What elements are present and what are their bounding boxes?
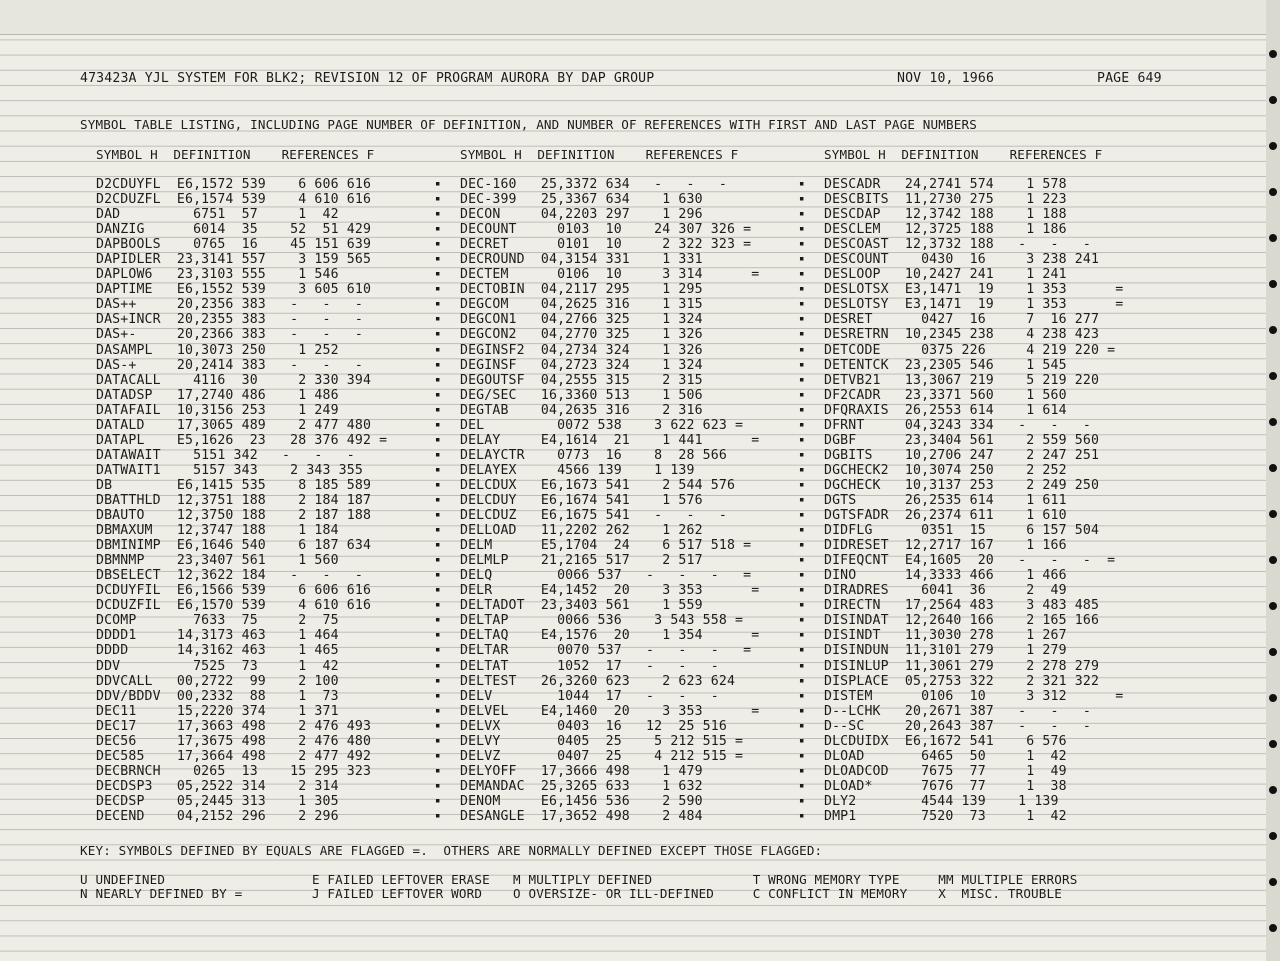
table-row: DCDUYFIL E6,1566 539 6 606 616 <box>96 583 396 599</box>
row-separator-mark-icon: ▪ <box>799 720 805 731</box>
table-row: DELCDUX E6,1673 541 2 544 576 <box>460 477 776 493</box>
row-separator-mark-icon: ▪ <box>435 329 441 340</box>
row-separator-mark-icon: ▪ <box>799 494 805 505</box>
table-row: DAPBOOLS 0765 16 45 151 639 <box>96 237 396 253</box>
table-row: DELAYCTR 0773 16 8 28 566 <box>460 447 768 463</box>
table-row: DEGTAB 04,2635 316 2 316 <box>460 402 776 418</box>
row-separator-mark-icon: ▪ <box>435 389 441 400</box>
table-row: DESLOTSX E3,1471 19 1 353 = <box>824 282 1124 298</box>
table-row: DETVB21 13,3067 219 5 219 220 <box>824 372 1100 388</box>
row-separator-mark-icon: ▪ <box>435 464 441 475</box>
table-row: DESCOUNT 0430 16 3 238 241 <box>824 252 1100 268</box>
key-line-1: U UNDEFINED E FAILED LEFTOVER ERASE M MULTIPLY DEFINED T WRONG MEMORY TYPE MM MULTIPLE ERRORS <box>80 872 1078 887</box>
column-separator-1 <box>435 177 441 824</box>
row-separator-mark-icon: ▪ <box>799 299 805 310</box>
table-row: DAS+- 20,2366 383 - - - <box>96 327 396 343</box>
table-row: DEGINSF 04,2723 324 1 324 <box>460 357 776 373</box>
table-row: DELVEL E4,1460 20 3 353 = <box>460 703 776 719</box>
row-separator-mark-icon: ▪ <box>799 540 805 551</box>
row-separator-mark-icon: ▪ <box>435 179 441 189</box>
table-row: DEC-160 25,3372 634 - - - <box>460 177 776 192</box>
table-row: DESLOOP 10,2427 241 1 241 <box>824 267 1067 283</box>
row-separator-mark-icon: ▪ <box>799 555 805 566</box>
table-row: DELTADOT 23,3403 561 1 559 <box>460 598 776 614</box>
report-date: NOV 10, 1966 <box>897 71 995 86</box>
table-row: DFRNT 04,3243 334 - - - <box>824 417 1091 433</box>
row-separator-mark-icon: ▪ <box>799 675 805 686</box>
table-row: DISINDUN 11,3101 279 1 279 <box>824 643 1067 659</box>
table-row: DAS-+ 20,2414 383 - - - <box>96 357 396 373</box>
row-separator-mark-icon: ▪ <box>799 269 805 280</box>
table-row: DESRET 0427 16 7 16 277 <box>824 312 1100 328</box>
row-separator-mark-icon: ▪ <box>435 810 441 821</box>
table-row: DLOAD* 7676 77 1 38 <box>824 778 1067 794</box>
table-row: D2CDUYFL E6,1572 539 6 606 616 <box>96 177 396 192</box>
row-separator-mark-icon: ▪ <box>799 329 805 340</box>
table-row: DAPLOW6 23,3103 555 1 546 <box>96 267 396 283</box>
table-row: DLCDUIDX E6,1672 541 6 576 <box>824 733 1067 749</box>
row-separator-mark-icon: ▪ <box>799 525 805 536</box>
row-separator-mark-icon: ▪ <box>435 555 441 566</box>
feed-hole-icon <box>1269 280 1277 288</box>
row-separator-mark-icon: ▪ <box>435 434 441 445</box>
row-separator-mark-icon: ▪ <box>799 314 805 325</box>
table-row: DATALD 17,3065 489 2 477 480 <box>96 417 396 433</box>
feed-hole-icon <box>1269 142 1277 150</box>
feed-hole-icon <box>1269 740 1277 748</box>
table-row: DBSELECT 12,3622 184 - - - <box>96 568 396 584</box>
row-separator-mark-icon: ▪ <box>435 780 441 791</box>
table-row: DEGOUTSF 04,2555 315 2 315 <box>460 372 776 388</box>
row-separator-mark-icon: ▪ <box>799 239 805 250</box>
table-row: DDDD 14,3162 463 1 465 <box>96 643 396 659</box>
table-row: DELTAQ E4,1576 20 1 354 = <box>460 628 776 644</box>
table-row: DETENTCK 23,2305 546 1 545 <box>824 357 1067 373</box>
symbol-column-1 <box>96 177 395 824</box>
feed-hole-icon <box>1269 556 1277 564</box>
table-row: DECDSP 05,2445 313 1 305 <box>96 793 396 809</box>
table-row: DIDRESET 12,2717 167 1 166 <box>824 538 1067 554</box>
table-row: DESCLEM 12,3725 188 1 186 <box>824 222 1067 238</box>
table-row: DESANGLE 17,3652 498 2 484 <box>460 808 776 824</box>
table-row: DELR E4,1452 20 3 353 = <box>460 583 776 599</box>
table-row: DELM E5,1704 24 6 517 518 = <box>460 538 768 554</box>
row-separator-mark-icon: ▪ <box>799 359 805 370</box>
row-separator-mark-icon: ▪ <box>435 600 441 611</box>
feed-hole-icon <box>1269 96 1277 104</box>
table-row: DCDUZFIL E6,1570 539 4 610 616 <box>96 598 396 614</box>
table-row: DIRADRES 6041 36 2 49 <box>824 583 1067 599</box>
row-separator-mark-icon: ▪ <box>799 449 805 460</box>
row-separator-mark-icon: ▪ <box>799 194 805 205</box>
table-row: DIDFLG 0351 15 6 157 504 <box>824 523 1100 539</box>
symbol-column-2 <box>460 177 776 824</box>
table-row: DEC11 15,2220 374 1 371 <box>96 703 396 719</box>
table-row: DEGCON1 04,2766 325 1 324 <box>460 312 776 328</box>
table-row: D--LCHK 20,2671 387 - - - <box>824 703 1091 719</box>
table-row: DEC585 17,3664 498 2 477 492 <box>96 748 396 764</box>
table-row: DATWAIT1 5157 343 2 343 355 <box>96 462 396 478</box>
row-separator-mark-icon: ▪ <box>435 705 441 716</box>
table-row: DEG/SEC 16,3360 513 1 506 <box>460 387 776 403</box>
row-separator-mark-icon: ▪ <box>799 765 805 776</box>
table-row: DESRETRN 10,2345 238 4 238 423 <box>824 327 1100 343</box>
row-separator-mark-icon: ▪ <box>435 239 441 250</box>
row-separator-mark-icon: ▪ <box>799 404 805 415</box>
feed-hole-icon <box>1269 510 1277 518</box>
table-row: DELCDUY E6,1674 541 1 576 <box>460 492 776 508</box>
feed-hole-icon <box>1269 372 1277 380</box>
table-row: DELVY 0405 25 5 212 515 = <box>460 733 760 749</box>
table-row: DECBRNCH 0265 13 15 295 323 <box>96 763 396 779</box>
row-separator-mark-icon: ▪ <box>435 404 441 415</box>
table-row: DIRECTN 17,2564 483 3 483 485 <box>824 598 1100 614</box>
row-separator-mark-icon: ▪ <box>435 525 441 536</box>
row-separator-mark-icon: ▪ <box>435 269 441 280</box>
row-separator-mark-icon: ▪ <box>799 645 805 656</box>
table-row: DELTAR 0070 537 - - - = <box>460 643 768 659</box>
table-row: DDDD1 14,3173 463 1 464 <box>96 628 396 644</box>
row-separator-mark-icon: ▪ <box>435 194 441 205</box>
table-row: DEGCON2 04,2770 325 1 326 <box>460 327 776 343</box>
table-row: DAS+INCR 20,2355 383 - - - <box>96 312 396 328</box>
table-row: DELYOFF 17,3666 498 1 479 <box>460 763 776 779</box>
table-row: DCOMP 7633 75 2 75 <box>96 613 396 629</box>
row-separator-mark-icon: ▪ <box>799 179 805 189</box>
row-separator-mark-icon: ▪ <box>435 359 441 370</box>
table-row: DELCDUZ E6,1675 541 - - - <box>460 508 776 524</box>
table-row: DLOAD 6465 50 1 42 <box>824 748 1067 764</box>
feed-hole-icon <box>1269 924 1277 932</box>
row-separator-mark-icon: ▪ <box>435 795 441 806</box>
paper-top-margin <box>0 0 1280 35</box>
row-separator-mark-icon: ▪ <box>799 434 805 445</box>
row-separator-mark-icon: ▪ <box>435 419 441 430</box>
table-row: DISPLACE 05,2753 322 2 321 322 <box>824 673 1100 689</box>
row-separator-mark-icon: ▪ <box>435 344 441 355</box>
report-header: 473423A YJL SYSTEM FOR BLK2; REVISION 12 OF PROGRAM AURORA BY DAP GROUP <box>80 71 655 86</box>
row-separator-mark-icon: ▪ <box>799 705 805 716</box>
row-separator-mark-icon: ▪ <box>435 224 441 235</box>
key-title: KEY: SYMBOLS DEFINED BY EQUALS ARE FLAGGED =. OTHERS ARE NORMALLY DEFINED EXCEPT THOSE FLAGGED: <box>80 843 823 858</box>
feed-hole-icon <box>1269 832 1277 840</box>
table-row: DELMLP 21,2165 517 2 517 <box>460 553 776 569</box>
table-row: DATACALL 4116 30 2 330 394 <box>96 372 396 388</box>
feed-hole-icon <box>1269 648 1277 656</box>
row-separator-mark-icon: ▪ <box>799 284 805 295</box>
table-row: DAS++ 20,2356 383 - - - <box>96 297 396 313</box>
table-row: DASAMPL 10,3073 250 1 252 <box>96 342 396 358</box>
table-row: DBMINIMP E6,1646 540 6 187 634 <box>96 538 396 554</box>
feed-hole-icon <box>1269 188 1277 196</box>
row-separator-mark-icon: ▪ <box>799 254 805 265</box>
table-row: DB E6,1415 535 8 185 589 <box>96 477 396 493</box>
row-separator-mark-icon: ▪ <box>435 254 441 265</box>
table-row: DBMAXUM 12,3747 188 1 184 <box>96 523 396 539</box>
feed-hole-icon <box>1269 694 1277 702</box>
row-separator-mark-icon: ▪ <box>435 449 441 460</box>
row-separator-mark-icon: ▪ <box>799 750 805 761</box>
row-separator-mark-icon: ▪ <box>435 374 441 385</box>
table-row: DELVX 0403 16 12 25 516 <box>460 718 768 734</box>
row-separator-mark-icon: ▪ <box>799 795 805 806</box>
table-row: DECDSP3 05,2522 314 2 314 <box>96 778 396 794</box>
table-row: DECTOBIN 04,2117 295 1 295 <box>460 282 776 298</box>
table-row: DISTEM 0106 10 3 312 = <box>824 688 1124 704</box>
row-separator-mark-icon: ▪ <box>799 570 805 581</box>
row-separator-mark-icon: ▪ <box>435 645 441 656</box>
row-separator-mark-icon: ▪ <box>435 720 441 731</box>
feed-hole-icon <box>1269 464 1277 472</box>
table-row: DISINDAT 12,2640 166 2 165 166 <box>824 613 1100 629</box>
table-row: DISINDT 11,3030 278 1 267 <box>824 628 1067 644</box>
feed-hole-icon <box>1269 418 1277 426</box>
table-row: DESCADR 24,2741 574 1 578 <box>824 177 1067 192</box>
table-row: DELVZ 0407 25 4 212 515 = <box>460 748 760 764</box>
row-separator-mark-icon: ▪ <box>435 299 441 310</box>
row-separator-mark-icon: ▪ <box>799 344 805 355</box>
row-separator-mark-icon: ▪ <box>435 284 441 295</box>
table-row: DECROUND 04,3154 331 1 331 <box>460 252 776 268</box>
row-separator-mark-icon: ▪ <box>799 615 805 626</box>
table-row: DECEND 04,2152 296 2 296 <box>96 808 396 824</box>
row-separator-mark-icon: ▪ <box>435 690 441 701</box>
table-row: DBATTHLD 12,3751 188 2 184 187 <box>96 492 396 508</box>
table-row: DEC17 17,3663 498 2 476 493 <box>96 718 396 734</box>
table-row: DGCHECK 10,3137 253 2 249 250 <box>824 477 1100 493</box>
table-row: DISINLUP 11,3061 279 2 278 279 <box>824 658 1100 674</box>
table-row: DANZIG 6014 35 52 51 429 <box>96 222 396 238</box>
row-separator-mark-icon: ▪ <box>799 690 805 701</box>
row-separator-mark-icon: ▪ <box>435 540 441 551</box>
key-line-2: N NEARLY DEFINED BY = J FAILED LEFTOVER WORD O OVERSIZE- OR ILL-DEFINED C CONFLICT IN MEMORY X MISC. TROUBLE <box>80 886 1062 901</box>
row-separator-mark-icon: ▪ <box>799 224 805 235</box>
table-row: DECON 04,2203 297 1 296 <box>460 207 776 223</box>
table-row: DLOADCOD 7675 77 1 49 <box>824 763 1067 779</box>
feed-hole-icon <box>1269 786 1277 794</box>
page-number: PAGE 649 <box>1097 71 1162 86</box>
listing-subtitle: SYMBOL TABLE LISTING, INCLUDING PAGE NUMBER OF DEFINITION, AND NUMBER OF REFERENCES WITH FIRST AND LAST PAGE NUMBERS <box>80 117 977 132</box>
row-separator-mark-icon: ▪ <box>799 810 805 821</box>
table-row: DESCOAST 12,3732 188 - - - <box>824 237 1091 253</box>
table-row: DELTAP 0066 536 3 543 558 = <box>460 613 760 629</box>
table-row: DETCODE 0375 226 4 219 220 = <box>824 342 1116 358</box>
table-row: DEGCOM 04,2625 316 1 315 <box>460 297 776 313</box>
table-row: DATAWAIT 5151 342 - - - <box>96 447 396 463</box>
row-separator-mark-icon: ▪ <box>799 479 805 490</box>
row-separator-mark-icon: ▪ <box>435 510 441 521</box>
table-row: DAD 6751 57 1 42 <box>96 207 396 223</box>
feed-hole-icon <box>1269 234 1277 242</box>
row-separator-mark-icon: ▪ <box>435 570 441 581</box>
table-row: DINO 14,3333 466 1 466 <box>824 568 1067 584</box>
row-separator-mark-icon: ▪ <box>435 209 441 220</box>
row-separator-mark-icon: ▪ <box>435 314 441 325</box>
table-row: DDVCALL 00,2722 99 2 100 <box>96 673 396 689</box>
table-row: DF2CADR 23,3371 560 1 560 <box>824 387 1067 403</box>
row-separator-mark-icon: ▪ <box>435 479 441 490</box>
table-row: DLY2 4544 139 1 139 <box>824 793 1059 809</box>
row-separator-mark-icon: ▪ <box>435 494 441 505</box>
table-row: DELTAT 1052 17 - - - <box>460 658 768 674</box>
table-row: DGTSFADR 26,2374 611 1 610 <box>824 508 1067 524</box>
column-headers-3: SYMBOL H DEFINITION REFERENCES F <box>824 147 1103 162</box>
row-separator-mark-icon: ▪ <box>799 389 805 400</box>
table-row: DGBITS 10,2706 247 2 247 251 <box>824 447 1100 463</box>
table-row: DMP1 7520 73 1 42 <box>824 808 1067 824</box>
table-row: DELTEST 26,3260 623 2 623 624 <box>460 673 776 689</box>
table-row: DECRET 0101 10 2 322 323 = <box>460 237 768 253</box>
row-separator-mark-icon: ▪ <box>435 615 441 626</box>
table-row: DECTEM 0106 10 3 314 = <box>460 267 776 283</box>
table-row: DELAYEX 4566 139 1 139 <box>460 462 768 478</box>
table-row: D2CDUZFL E6,1574 539 4 610 616 <box>96 192 396 208</box>
table-row: DBAUTO 12,3750 188 2 187 188 <box>96 508 396 524</box>
table-row: DATADSP 17,2740 486 1 486 <box>96 387 396 403</box>
row-separator-mark-icon: ▪ <box>799 209 805 220</box>
table-row: DFQRAXIS 26,2553 614 1 614 <box>824 402 1067 418</box>
table-row: DAPTIME E6,1552 539 3 605 610 <box>96 282 396 298</box>
table-row: DEL 0072 538 3 622 623 = <box>460 417 760 433</box>
table-row: DAPIDLER 23,3141 557 3 159 565 <box>96 252 396 268</box>
table-row: DATAFAIL 10,3156 253 1 249 <box>96 402 396 418</box>
table-row: DELQ 0066 537 - - - = <box>460 568 768 584</box>
table-row: DESCBITS 11,2730 275 1 223 <box>824 192 1067 208</box>
table-row: DDV/BDDV 00,2332 88 1 73 <box>96 688 396 704</box>
table-row: DENOM E6,1456 536 2 590 <box>460 793 776 809</box>
table-row: DATAPL E5,1626 23 28 376 492 = <box>96 432 396 448</box>
row-separator-mark-icon: ▪ <box>435 735 441 746</box>
table-row: DESCDAP 12,3742 188 1 188 <box>824 207 1067 223</box>
row-separator-mark-icon: ▪ <box>799 374 805 385</box>
table-row: DDV 7525 73 1 42 <box>96 658 396 674</box>
row-separator-mark-icon: ▪ <box>435 630 441 641</box>
table-row: DEGINSF2 04,2734 324 1 326 <box>460 342 776 358</box>
row-separator-mark-icon: ▪ <box>799 780 805 791</box>
table-row: DELLOAD 11,2202 262 1 262 <box>460 523 776 539</box>
row-separator-mark-icon: ▪ <box>799 585 805 596</box>
row-separator-mark-icon: ▪ <box>799 510 805 521</box>
row-separator-mark-icon: ▪ <box>799 660 805 671</box>
table-row: D--SC 20,2643 387 - - - <box>824 718 1091 734</box>
table-row: DELAY E4,1614 21 1 441 = <box>460 432 776 448</box>
row-separator-mark-icon: ▪ <box>799 735 805 746</box>
column-headers-2: SYMBOL H DEFINITION REFERENCES F <box>460 147 739 162</box>
row-separator-mark-icon: ▪ <box>799 600 805 611</box>
table-row: DGBF 23,3404 561 2 559 560 <box>824 432 1100 448</box>
row-separator-mark-icon: ▪ <box>435 675 441 686</box>
feed-hole-icon <box>1269 50 1277 58</box>
table-row: DECOUNT 0103 10 24 307 326 = <box>460 222 768 238</box>
row-separator-mark-icon: ▪ <box>435 585 441 596</box>
table-row: DIFEQCNT E4,1605 20 - - - = <box>824 553 1116 569</box>
feed-hole-icon <box>1269 878 1277 886</box>
column-separator-2 <box>799 177 805 824</box>
table-row: DEMANDAC 25,3265 633 1 632 <box>460 778 776 794</box>
table-row: DEC-399 25,3367 634 1 630 <box>460 192 776 208</box>
row-separator-mark-icon: ▪ <box>799 419 805 430</box>
table-row: DELV 1044 17 - - - <box>460 688 768 704</box>
row-separator-mark-icon: ▪ <box>799 630 805 641</box>
table-row: DBMNMP 23,3407 561 1 560 <box>96 553 396 569</box>
row-separator-mark-icon: ▪ <box>435 765 441 776</box>
symbol-column-3 <box>824 177 1123 824</box>
row-separator-mark-icon: ▪ <box>435 660 441 671</box>
feed-hole-icon <box>1269 326 1277 334</box>
feed-hole-icon <box>1269 602 1277 610</box>
table-row: DGCHECK2 10,3074 250 2 252 <box>824 462 1067 478</box>
row-separator-mark-icon: ▪ <box>799 464 805 475</box>
table-row: DESLOTSY E3,1471 19 1 353 = <box>824 297 1124 313</box>
table-row: DEC56 17,3675 498 2 476 480 <box>96 733 396 749</box>
row-separator-mark-icon: ▪ <box>435 750 441 761</box>
column-headers-1: SYMBOL H DEFINITION REFERENCES F <box>96 147 375 162</box>
table-row: DGTS 26,2535 614 1 611 <box>824 492 1067 508</box>
